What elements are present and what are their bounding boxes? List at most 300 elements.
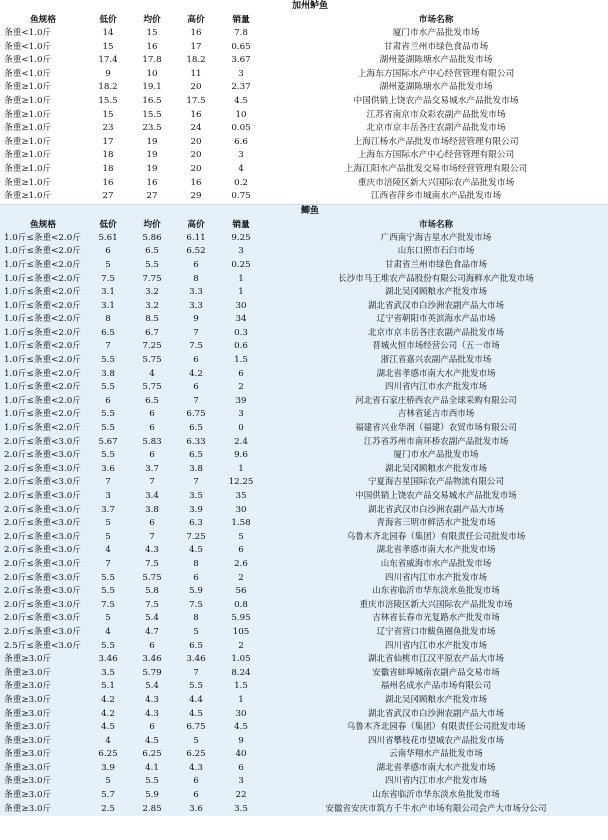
table-row xyxy=(0,694,608,708)
cell-low: 14 xyxy=(102,28,114,38)
cell-spec: 条重≥3.0斤 xyxy=(4,776,52,787)
cell-spec: 条重≥1.0斤 xyxy=(4,163,52,174)
cell-avg: 2.85 xyxy=(142,803,162,814)
cell-avg: 27 xyxy=(146,191,158,202)
cell-volume: 2.4 xyxy=(234,436,248,447)
header-high: 高价 xyxy=(187,219,205,230)
cell-spec: 条重≥3.0斤 xyxy=(4,735,52,746)
cell-spec: 2.0斤≤条重<3.0斤 xyxy=(4,436,81,447)
cell-spec: 1.0斤≤条重<2.0斤 xyxy=(4,368,81,379)
cell-market: 乌鲁木齐北园春（集团）有限责任公司批发市场 xyxy=(346,722,526,733)
cell-avg: 17.8 xyxy=(142,55,162,66)
cell-avg: 5.75 xyxy=(142,355,162,366)
cell-spec: 条重≥1.0斤 xyxy=(4,177,52,188)
table-row xyxy=(0,626,608,640)
cell-low: 7 xyxy=(105,341,111,352)
cell-high: 4.5 xyxy=(189,545,203,556)
cell-market: 湖北省孝感市南大水产批发市场 xyxy=(376,368,496,379)
table-row xyxy=(0,436,608,450)
cell-volume: 22 xyxy=(235,790,247,801)
cell-low: 7 xyxy=(105,558,111,569)
cell-spec: 1.0斤≤条重<2.0斤 xyxy=(4,246,81,257)
cell-market: 辽宁省朝阳市英滨海水产品市场 xyxy=(376,314,496,325)
cell-market: 宁夏海吉星国际农产品物流有限公司 xyxy=(367,477,504,488)
cell-high: 5.5 xyxy=(189,681,203,692)
table-row xyxy=(0,558,608,572)
table-row xyxy=(0,531,608,545)
cell-volume: 2.37 xyxy=(231,82,251,93)
cell-high: 7 xyxy=(193,395,199,406)
cell-volume: 30 xyxy=(235,504,247,515)
cell-low: 6 xyxy=(105,246,111,257)
cell-volume: 2.6 xyxy=(234,558,248,569)
cell-low: 5 xyxy=(105,613,111,624)
table-row xyxy=(0,721,608,735)
cell-volume: 3 xyxy=(238,246,244,257)
table-row xyxy=(0,422,608,436)
cell-volume: 0.75 xyxy=(231,191,251,202)
cell-market: 湖北省孝感市南大水产批发市场 xyxy=(376,762,496,773)
cell-avg: 5.83 xyxy=(142,436,162,447)
table-row xyxy=(0,517,608,531)
cell-spec: 条重≥1.0斤 xyxy=(4,109,52,120)
cell-avg: 16 xyxy=(146,41,158,52)
cell-high: 6.5 xyxy=(189,640,203,651)
cell-low: 3.1 xyxy=(101,300,115,311)
cell-avg: 16.5 xyxy=(142,95,162,106)
cell-market: 湖北省仙桃市江汉平原农产品大市场 xyxy=(367,654,504,665)
cell-market: 晋城火恒市场经营公司（五一市场 xyxy=(372,341,500,352)
cell-volume: 3.5 xyxy=(234,803,248,814)
header-volume: 销量 xyxy=(232,15,250,25)
cell-avg: 5.4 xyxy=(145,681,159,692)
cell-volume: 12.25 xyxy=(228,477,254,488)
cell-avg: 16 xyxy=(146,177,158,188)
cell-spec: 条重≥3.0斤 xyxy=(4,722,52,733)
cell-high: 8 xyxy=(193,558,199,569)
section-largemouth-bass xyxy=(0,0,608,204)
cell-low: 3.5 xyxy=(101,667,115,678)
cell-avg: 4.3 xyxy=(145,708,159,719)
cell-high: 3.3 xyxy=(189,287,203,298)
cell-market: 湖州菱湖陈塘水产品批发市场 xyxy=(379,55,493,66)
cell-high: 6 xyxy=(193,776,199,787)
table-row xyxy=(0,504,608,518)
cell-avg: 5.79 xyxy=(142,667,162,678)
cell-spec: 条重≥3.0斤 xyxy=(4,790,52,801)
cell-volume: 1 xyxy=(238,287,244,298)
table-row xyxy=(0,408,608,422)
table-row xyxy=(0,327,608,341)
header-low: 低价 xyxy=(99,15,117,25)
cell-high: 6 xyxy=(193,355,199,366)
cell-avg: 8.5 xyxy=(145,314,159,325)
cell-volume: 3 xyxy=(238,150,244,161)
cell-volume: 3 xyxy=(238,776,244,787)
cell-spec: 1.0斤≤条重<2.0斤 xyxy=(4,382,81,393)
table-row xyxy=(0,395,608,409)
cell-volume: 6 xyxy=(238,368,244,379)
table-row xyxy=(0,340,608,354)
header-market: 市场名称 xyxy=(418,219,453,230)
table-row xyxy=(0,544,608,558)
cell-avg: 5.9 xyxy=(145,790,159,801)
cell-spec: 条重<1.0斤 xyxy=(4,41,52,52)
cell-low: 18 xyxy=(102,150,114,161)
table-row xyxy=(0,54,608,68)
cell-avg: 6.7 xyxy=(145,327,159,338)
cell-high: 3.6 xyxy=(189,803,203,814)
table-row xyxy=(0,313,608,327)
cell-high: 20 xyxy=(190,136,202,147)
cell-spec: 1.0斤≤条重<2.0斤 xyxy=(4,423,81,434)
cell-low: 5.67 xyxy=(98,436,118,447)
cell-avg: 7.75 xyxy=(142,273,162,284)
cell-volume: 3 xyxy=(238,409,244,420)
header-spec: 鱼规格 xyxy=(29,15,57,25)
table-row xyxy=(0,599,608,613)
cell-low: 17 xyxy=(102,136,114,147)
cell-high: 4.4 xyxy=(189,694,203,705)
cell-high: 11 xyxy=(190,68,202,79)
cell-market: 云南华翔水产品批发市场 xyxy=(389,749,483,760)
cell-high: 16 xyxy=(190,109,202,120)
cell-market: 湖北省武汉市白沙洲农副产品大市场 xyxy=(367,300,504,311)
cell-market: 甘肃省兰州市绿色食品市场 xyxy=(383,41,489,52)
table-row xyxy=(0,27,608,41)
cell-volume: 1 xyxy=(238,273,244,284)
table-row xyxy=(0,775,608,789)
cell-market: 江苏省苏州市南环桥农副产品批发市场 xyxy=(363,436,509,447)
cell-high: 18.2 xyxy=(186,55,206,66)
cell-high: 6.3 xyxy=(189,518,203,529)
cell-market: 上海东方国际水产中心经营管理有限公司 xyxy=(357,150,515,161)
cell-high: 6.75 xyxy=(186,722,206,733)
cell-spec: 条重≥3.0斤 xyxy=(4,654,52,665)
header-volume: 销量 xyxy=(232,219,250,230)
cell-low: 6.5 xyxy=(101,327,115,338)
cell-high: 6 xyxy=(193,790,199,801)
table-row xyxy=(0,667,608,681)
cell-avg: 5.86 xyxy=(142,232,162,243)
cell-market: 江苏省南京市众彩农副产品批发市场 xyxy=(366,109,506,120)
cell-low: 5.1 xyxy=(101,681,115,692)
cell-low: 27 xyxy=(102,191,114,202)
cell-spec: 条重<1.0斤 xyxy=(4,55,52,66)
cell-high: 5 xyxy=(193,735,199,746)
cell-high: 6 xyxy=(193,259,199,270)
cell-market: 湖北省孝感市南大水产批发市场 xyxy=(376,545,496,556)
cell-volume: 10 xyxy=(235,109,247,120)
cell-market: 厦门市水产品批发市场 xyxy=(392,28,480,38)
header-low: 低价 xyxy=(99,219,117,230)
cell-avg: 19 xyxy=(146,150,158,161)
section-title: 加州鲈鱼 xyxy=(291,1,328,11)
cell-high: 16 xyxy=(190,28,202,38)
cell-low: 3.9 xyxy=(101,762,115,773)
cell-volume: 30 xyxy=(235,708,247,719)
table-row xyxy=(0,735,608,749)
cell-volume: 3.67 xyxy=(231,55,251,66)
table-row xyxy=(0,190,608,204)
table-row xyxy=(0,653,608,667)
cell-avg: 6 xyxy=(149,450,155,461)
table-row xyxy=(0,259,608,273)
cell-spec: 1.0斤≤条重<2.0斤 xyxy=(4,395,81,406)
table-row xyxy=(0,273,608,287)
cell-high: 6 xyxy=(193,382,199,393)
cell-avg: 6 xyxy=(149,423,155,434)
table-row xyxy=(0,354,608,368)
cell-high: 17 xyxy=(190,41,202,52)
cell-high: 4.3 xyxy=(189,762,203,773)
cell-high: 8 xyxy=(193,613,199,624)
cell-high: 6.33 xyxy=(186,436,206,447)
section-title: 鲫鱼 xyxy=(300,205,319,216)
cell-avg: 15 xyxy=(146,28,158,38)
cell-low: 5 xyxy=(105,259,111,270)
table-row xyxy=(0,476,608,490)
cell-spec: 2.0斤≤条重<3.0斤 xyxy=(4,463,81,474)
cell-avg: 4.7 xyxy=(145,626,159,637)
table-row xyxy=(0,149,608,163)
cell-market: 长沙市马王堆农产品股份有限公司海鲜水产批发市场 xyxy=(338,273,534,284)
cell-low: 5 xyxy=(105,518,111,529)
cell-market: 湖北省武汉市白沙洲农副产品大市场 xyxy=(367,708,504,719)
cell-spec: 2.0斤≤条重<3.0斤 xyxy=(4,572,81,583)
cell-spec: 1.0斤≤条重<2.0斤 xyxy=(4,341,81,352)
cell-spec: 条重≥1.0斤 xyxy=(4,95,52,106)
cell-low: 5.5 xyxy=(101,640,115,651)
cell-spec: 2.0斤≤条重<3.0斤 xyxy=(4,558,81,569)
cell-market: 辽宁省营口市鲅鱼圈鱼批发市场 xyxy=(376,626,496,637)
table-row xyxy=(0,68,608,82)
cell-spec: 条重≥1.0斤 xyxy=(4,191,52,202)
table-row xyxy=(0,122,608,136)
table-body xyxy=(0,27,608,204)
cell-avg: 4.1 xyxy=(145,762,159,773)
cell-high: 7 xyxy=(193,327,199,338)
cell-spec: 条重≥3.0斤 xyxy=(4,762,52,773)
cell-high: 6.52 xyxy=(186,246,206,257)
cell-low: 6 xyxy=(105,395,111,406)
cell-low: 15 xyxy=(102,109,114,120)
cell-high: 3.8 xyxy=(189,463,203,474)
cell-market: 乌鲁木齐北园春（集团）有限责任公司批发市场 xyxy=(346,531,526,542)
cell-avg: 5.75 xyxy=(142,572,162,583)
header-avg: 均价 xyxy=(143,15,161,25)
table-row xyxy=(0,449,608,463)
cell-market: 四川省内江市水产批发市场 xyxy=(384,640,487,651)
header-spec: 鱼规格 xyxy=(29,219,57,230)
cell-spec: 1.0斤≤条重<2.0斤 xyxy=(4,259,81,270)
cell-market: 湖州菱湖陈塘水产品批发市场 xyxy=(379,82,493,93)
cell-volume: 8.24 xyxy=(231,667,251,678)
cell-spec: 条重≥3.0斤 xyxy=(4,667,52,678)
cell-market: 甘肃省兰州市绿色食品市场 xyxy=(384,259,487,270)
cell-high: 6 xyxy=(193,572,199,583)
cell-volume: 1.5 xyxy=(234,681,248,692)
cell-low: 3 xyxy=(105,491,111,501)
cell-volume: 0.65 xyxy=(231,41,251,52)
table-row xyxy=(0,490,608,504)
cell-low: 3.1 xyxy=(101,287,115,298)
cell-low: 15.5 xyxy=(98,95,118,106)
cell-volume: 35 xyxy=(235,491,247,501)
cell-low: 5 xyxy=(105,531,111,542)
cell-high: 6.11 xyxy=(186,232,206,243)
cell-volume: 9.6 xyxy=(234,450,248,461)
cell-volume: 6 xyxy=(238,762,244,773)
cell-low: 9 xyxy=(105,68,111,79)
cell-low: 4.5 xyxy=(101,722,115,733)
cell-low: 5.5 xyxy=(101,450,115,461)
cell-high: 29 xyxy=(190,191,202,202)
cell-avg: 6.5 xyxy=(145,395,159,406)
cell-market: 福州名成水产品市场有限公司 xyxy=(380,681,492,692)
cell-low: 5.61 xyxy=(98,232,118,243)
cell-low: 3.6 xyxy=(101,463,115,474)
cell-low: 7.5 xyxy=(101,599,115,610)
cell-high: 3.5 xyxy=(189,491,203,501)
cell-high: 20 xyxy=(190,82,202,93)
cell-volume: 56 xyxy=(235,586,247,597)
cell-volume: 2 xyxy=(238,640,244,651)
cell-market: 福建省兴业华润（福建）农贸市场有限公司 xyxy=(355,423,517,434)
table-row xyxy=(0,789,608,803)
cell-spec: 2.0斤≤条重<3.0斤 xyxy=(4,504,81,515)
cell-market: 四川省内江市水产批发市场 xyxy=(384,572,487,583)
cell-avg: 3.7 xyxy=(145,463,159,474)
cell-spec: 1.0斤≤条重<2.0斤 xyxy=(4,273,81,284)
cell-avg: 10 xyxy=(146,68,158,79)
header-high: 高价 xyxy=(187,15,205,25)
cell-market: 山东省威海市水产品批发市场 xyxy=(380,558,492,569)
cell-avg: 7 xyxy=(149,477,155,488)
cell-market: 上海东方国际水产中心经营管理有限公司 xyxy=(357,68,515,79)
cell-volume: 2 xyxy=(238,572,244,583)
cell-spec: 2.0斤≤条重<3.0斤 xyxy=(4,450,81,461)
cell-market: 重庆市涪陵区新大兴国际农产品批发市场 xyxy=(359,599,513,610)
cell-spec: 2.0斤≤条重<3.0斤 xyxy=(4,599,81,610)
cell-volume: 4.5 xyxy=(234,722,248,733)
cell-spec: 条重≥3.0斤 xyxy=(4,681,52,692)
cell-high: 6.75 xyxy=(186,409,206,420)
cell-avg: 4.3 xyxy=(145,694,159,705)
cell-volume: 6 xyxy=(238,545,244,556)
cell-volume: 4 xyxy=(238,163,244,174)
cell-avg: 19 xyxy=(146,136,158,147)
cell-low: 3.46 xyxy=(98,654,118,665)
cell-high: 7.5 xyxy=(189,599,203,610)
cell-spec: 条重≥1.0斤 xyxy=(4,150,52,161)
cell-market: 安徽省蚌埠城南农副产品交易市场 xyxy=(372,667,500,678)
cell-avg: 19.1 xyxy=(142,82,162,93)
cell-volume: 0.2 xyxy=(234,177,248,188)
table-row xyxy=(0,381,608,395)
cell-spec: 1.0斤≤条重<2.0斤 xyxy=(4,232,81,243)
cell-low: 18 xyxy=(102,163,114,174)
cell-low: 4 xyxy=(105,545,111,556)
table-row xyxy=(0,612,608,626)
cell-low: 5.5 xyxy=(101,355,115,366)
cell-avg: 4 xyxy=(149,368,155,379)
cell-low: 4 xyxy=(105,626,111,637)
table-row xyxy=(0,680,608,694)
cell-market: 浙江省嘉兴农副产品批发市场 xyxy=(380,355,492,366)
cell-low: 3.7 xyxy=(101,504,115,515)
cell-market: 厦门市水产品批发市场 xyxy=(393,450,479,461)
cell-high: 17.5 xyxy=(186,95,206,106)
table-row xyxy=(0,640,608,654)
cell-spec: 条重≥1.0斤 xyxy=(4,123,52,134)
cell-avg: 5.4 xyxy=(145,613,159,624)
cell-volume: 0.6 xyxy=(234,341,248,352)
table-row xyxy=(0,572,608,586)
cell-spec: 2.0斤≤条重<3.0斤 xyxy=(4,586,81,597)
cell-low: 16 xyxy=(102,177,114,188)
cell-low: 5.5 xyxy=(101,409,115,420)
table-row xyxy=(0,708,608,722)
cell-avg: 6.25 xyxy=(142,749,162,760)
cell-market: 山东口照市石臼市场 xyxy=(397,246,475,257)
cell-high: 3.3 xyxy=(189,300,203,311)
cell-avg: 5.5 xyxy=(145,259,159,270)
cell-high: 3.9 xyxy=(189,504,203,515)
cell-volume: 1 xyxy=(238,694,244,705)
cell-spec: 条重≥1.0斤 xyxy=(4,82,52,93)
cell-volume: 1 xyxy=(238,463,244,474)
cell-avg: 7 xyxy=(149,531,155,542)
cell-high: 4.5 xyxy=(189,708,203,719)
cell-volume: 2 xyxy=(238,382,244,393)
table-body xyxy=(0,232,608,817)
cell-volume: 5 xyxy=(238,531,244,542)
cell-avg: 3.46 xyxy=(142,654,162,665)
cell-high: 6.5 xyxy=(189,450,203,461)
cell-avg: 6 xyxy=(149,409,155,420)
table-row xyxy=(0,286,608,300)
cell-market: 北京市京丰岳各庄农副产品批发市场 xyxy=(367,327,504,338)
table-row xyxy=(0,245,608,259)
table-row xyxy=(0,368,608,382)
cell-high: 5.9 xyxy=(189,586,203,597)
cell-market: 吉林省延吉市西市场 xyxy=(397,409,475,420)
table-row xyxy=(0,163,608,177)
cell-spec: 1.0斤≤条重<2.0斤 xyxy=(4,327,81,338)
cell-spec: 条重≥3.0斤 xyxy=(4,803,52,814)
cell-spec: 条重<1.0斤 xyxy=(4,28,52,38)
cell-high: 7 xyxy=(193,477,199,488)
cell-market: 青海省三明市鲜活水产批发市场 xyxy=(376,518,496,529)
cell-market: 上海江杨水产品批发市场经营管理有限公司 xyxy=(353,136,519,147)
cell-volume: 3 xyxy=(238,68,244,79)
cell-avg: 19 xyxy=(146,163,158,174)
cell-volume: 4.5 xyxy=(234,95,248,106)
cell-volume: 1.58 xyxy=(231,518,251,529)
cell-low: 4.2 xyxy=(101,708,115,719)
cell-market: 中国供销上饶农产品交易城水产品批发市场 xyxy=(355,491,517,501)
cell-spec: 2.0斤≤条重<3.0斤 xyxy=(4,626,81,637)
cell-high: 6.5 xyxy=(189,423,203,434)
cell-avg: 6 xyxy=(149,518,155,529)
cell-volume: 0 xyxy=(238,423,244,434)
cell-market: 江西省萍乡市城南水产品批发市场 xyxy=(370,191,502,202)
cell-volume: 0.8 xyxy=(234,599,248,610)
cell-market: 吉林省长春市光复路水产批发市场 xyxy=(372,613,500,624)
cell-low: 7.5 xyxy=(101,273,115,284)
cell-high: 3.46 xyxy=(186,654,206,665)
